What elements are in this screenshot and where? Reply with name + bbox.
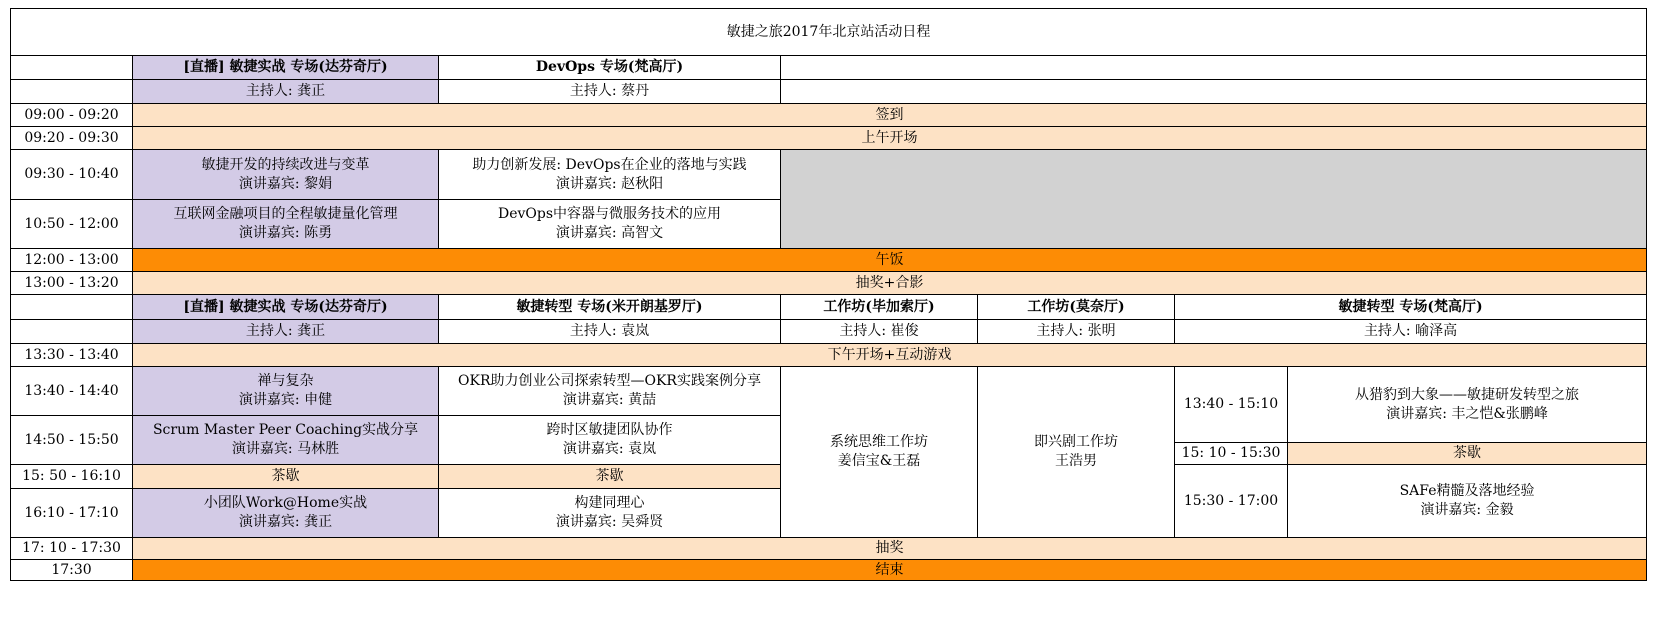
session-speaker: 演讲嘉宾: 龚正 bbox=[238, 514, 333, 530]
checkin-row: 签到 bbox=[133, 104, 1647, 127]
session-title: 从猎豹到大象——敏捷研发转型之旅 bbox=[1355, 386, 1580, 403]
session-speaker: 演讲嘉宾: 高智文 bbox=[555, 225, 664, 241]
tea-break-cell: 茶歇 bbox=[1288, 443, 1647, 465]
time-cell: 13:30 - 13:40 bbox=[11, 344, 133, 367]
session-cell bbox=[439, 489, 781, 538]
lunch-row: 午饭 bbox=[133, 249, 1647, 272]
session-speaker: 演讲嘉宾: 丰之恺&张鹏峰 bbox=[1386, 405, 1548, 422]
time-cell: 10:50 - 12:00 bbox=[11, 200, 133, 249]
time-cell: 09:30 - 10:40 bbox=[11, 150, 133, 200]
session-cell bbox=[439, 416, 781, 465]
track-host-d: 主持人: 张明 bbox=[978, 320, 1175, 344]
time-cell: 16:10 - 17:10 bbox=[11, 489, 133, 538]
track-host-a: 主持人: 龚正 bbox=[133, 80, 439, 104]
session-cell bbox=[1288, 367, 1647, 443]
track-host-a: 主持人: 龚正 bbox=[133, 320, 439, 344]
session-cell bbox=[133, 489, 439, 538]
track-header-a: [直播] 敏捷实战 专场(达芬奇厅) bbox=[133, 56, 439, 80]
track-header-e: 敏捷转型 专场(梵高厅) bbox=[1175, 295, 1647, 320]
schedule bbox=[10, 8, 1647, 581]
session-speaker: 演讲嘉宾: 申健 bbox=[238, 392, 333, 408]
empty-cell bbox=[781, 56, 1647, 80]
opening-row: 上午开场 bbox=[133, 127, 1647, 150]
session-title: DevOps中容器与微服务技术的应用 bbox=[497, 206, 722, 222]
session-cell bbox=[439, 200, 781, 249]
session-cell bbox=[439, 150, 781, 200]
time-cell: 15: 50 - 16:10 bbox=[11, 465, 133, 489]
time-cell: 17: 10 - 17:30 bbox=[11, 538, 133, 560]
schedule-table bbox=[10, 8, 1647, 581]
page-title: 敏捷之旅2017年北京站活动日程 bbox=[11, 9, 1647, 56]
time-cell: 09:20 - 09:30 bbox=[11, 127, 133, 150]
session-speaker: 演讲嘉宾: 黎娟 bbox=[238, 175, 333, 192]
session-cell bbox=[133, 367, 439, 416]
track-header-c: 工作坊(毕加索厅) bbox=[781, 295, 978, 320]
session-title: 构建同理心 bbox=[574, 495, 645, 511]
time-cell: 12:00 - 13:00 bbox=[11, 249, 133, 272]
session-title: SAFe精髓及落地经验 bbox=[1399, 483, 1535, 499]
session-speaker: 演讲嘉宾: 吴舜贤 bbox=[555, 514, 664, 530]
empty-gray-block bbox=[781, 150, 1647, 249]
session-speaker: 演讲嘉宾: 赵秋阳 bbox=[555, 175, 664, 192]
workshop-cell-c bbox=[781, 367, 978, 538]
time-cell: 15: 10 - 15:30 bbox=[1175, 443, 1288, 465]
session-title: 禅与复杂 bbox=[257, 373, 314, 389]
session-speaker: 演讲嘉宾: 黄喆 bbox=[562, 392, 657, 408]
session-title: 小团队Work@Home实战 bbox=[203, 495, 368, 511]
track-header-b: 敏捷转型 专场(米开朗基罗厅) bbox=[439, 295, 781, 320]
tea-break-cell: 茶歇 bbox=[439, 465, 781, 489]
session-cell bbox=[133, 416, 439, 465]
session-title: 即兴剧工作坊 bbox=[1034, 434, 1118, 450]
time-cell: 15:30 - 17:00 bbox=[1175, 465, 1288, 538]
workshop-cell-d bbox=[978, 367, 1175, 538]
empty-cell bbox=[11, 295, 133, 320]
time-cell: 17:30 bbox=[11, 560, 133, 581]
track-host-e: 主持人: 喻泽高 bbox=[1175, 320, 1647, 344]
session-cell bbox=[439, 367, 781, 416]
session-speaker: 王浩男 bbox=[1055, 453, 1097, 469]
time-cell: 13:40 - 14:40 bbox=[11, 367, 133, 416]
session-title: 跨时区敏捷团队协作 bbox=[546, 422, 673, 438]
session-speaker: 演讲嘉宾: 马林胜 bbox=[231, 441, 340, 457]
session-cell bbox=[1288, 465, 1647, 538]
empty-cell bbox=[11, 56, 133, 80]
tea-break-cell: 茶歇 bbox=[133, 465, 439, 489]
session-cell bbox=[133, 150, 439, 200]
empty-cell bbox=[781, 80, 1647, 104]
session-cell bbox=[133, 200, 439, 249]
track-host-c: 主持人: 崔俊 bbox=[781, 320, 978, 344]
lottery-row: 抽奖+合影 bbox=[133, 272, 1647, 295]
track-host-b: 主持人: 袁岚 bbox=[439, 320, 781, 344]
empty-cell bbox=[11, 320, 133, 344]
session-title: Scrum Master Peer Coaching实战分享 bbox=[152, 422, 419, 438]
track-header-b: DevOps 专场(梵高厅) bbox=[439, 56, 781, 80]
session-speaker: 演讲嘉宾: 袁岚 bbox=[562, 441, 657, 457]
track-header-a: [直播] 敏捷实战 专场(达芬奇厅) bbox=[133, 295, 439, 320]
session-title: 敏捷开发的持续改进与变革 bbox=[201, 156, 370, 173]
track-header-d: 工作坊(莫奈厅) bbox=[978, 295, 1175, 320]
empty-cell bbox=[11, 80, 133, 104]
lottery-row: 抽奖 bbox=[133, 538, 1647, 560]
session-title: 互联网金融项目的全程敏捷量化管理 bbox=[173, 206, 398, 222]
session-speaker: 姜信宝&王磊 bbox=[837, 453, 921, 469]
end-row: 结束 bbox=[133, 560, 1647, 581]
session-title: 助力创新发展: DevOps在企业的落地与实践 bbox=[472, 156, 747, 173]
time-cell: 13:00 - 13:20 bbox=[11, 272, 133, 295]
track-host-b: 主持人: 蔡丹 bbox=[439, 80, 781, 104]
session-title: 系统思维工作坊 bbox=[830, 434, 928, 450]
time-cell: 13:40 - 15:10 bbox=[1175, 367, 1288, 443]
time-cell: 09:00 - 09:20 bbox=[11, 104, 133, 127]
afternoon-opening-row: 下午开场+互动游戏 bbox=[133, 344, 1647, 367]
session-title: OKR助力创业公司探索转型—OKR实践案例分享 bbox=[458, 373, 761, 389]
session-speaker: 演讲嘉宾: 金毅 bbox=[1420, 502, 1514, 518]
session-speaker: 演讲嘉宾: 陈勇 bbox=[238, 225, 333, 241]
time-cell: 14:50 - 15:50 bbox=[11, 416, 133, 465]
